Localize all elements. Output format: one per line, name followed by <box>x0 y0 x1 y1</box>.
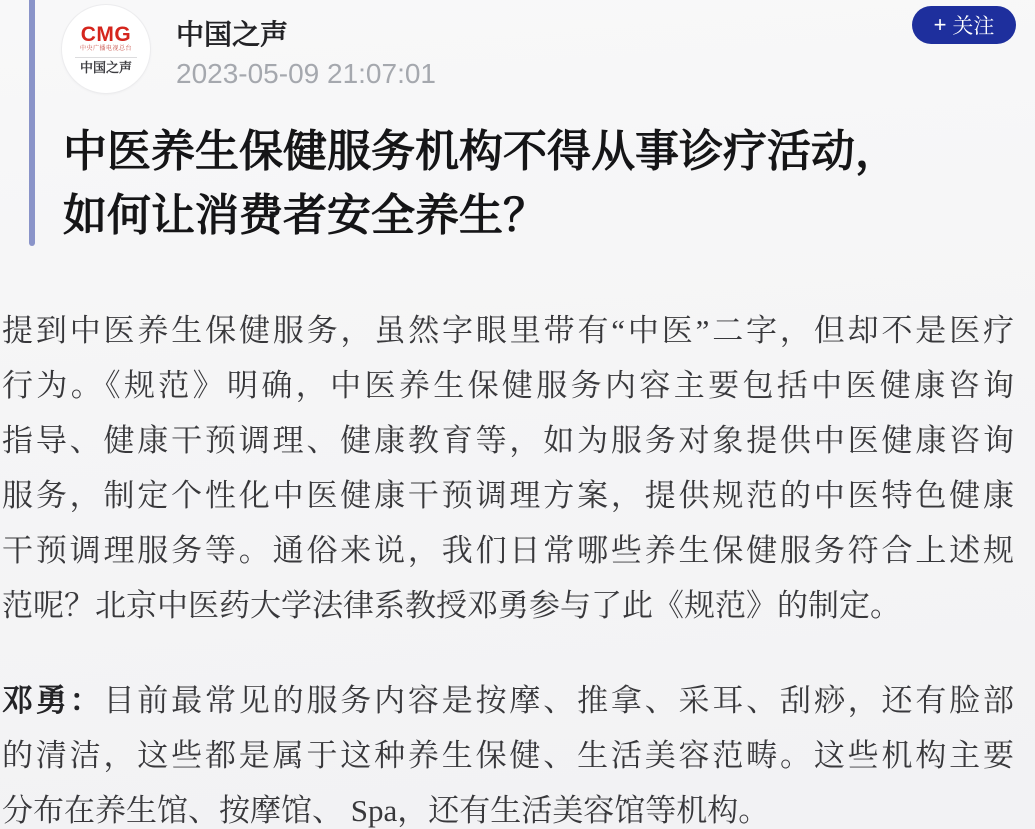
body-line: 服务，制定个性化中医健康干预调理方案，提供规范的中医特色健康 <box>2 478 1014 513</box>
body-line: 行为。《规范》明确，中医养生保健服务内容主要包括中医健康咨询 <box>2 368 1014 403</box>
follow-button-label: 关注 <box>952 15 995 38</box>
body-line-text: 目前最常见的服务内容是按摩、推拿、采耳、刮痧，还有脸部 <box>103 683 1014 718</box>
cmg-logo-subtext: 中央广播电视总台 <box>79 45 132 52</box>
article-title <box>63 120 993 248</box>
title-accent-bar <box>29 0 35 246</box>
body-line: 分布在养生馆、按摩馆、 Spa，还有生活美容馆等机构。 <box>2 793 770 828</box>
body-line: 提到中医养生保健服务，虽然字眼里带有“中医”二字，但却不是医疗 <box>2 313 1014 348</box>
publish-timestamp: 2023-05-09 21:07:01 <box>176 58 436 89</box>
body-line: 指导、健康干预调理、健康教育等，如为服务对象提供中医健康咨询 <box>2 423 1014 458</box>
body-line: 干预调理服务等。通俗来说，我们日常哪些养生保健服务符合上述规 <box>2 533 1014 568</box>
speaker-name: 邓勇： <box>2 683 104 718</box>
follow-button[interactable] <box>912 6 1016 44</box>
article-body <box>2 303 1014 829</box>
cmg-logo: CMG <box>80 22 132 46</box>
publisher-avatar[interactable] <box>62 5 150 93</box>
avatar-station-name: 中国之声 <box>79 59 132 75</box>
title-line: 中医养生保健服务机构不得从事诊疗活动， <box>63 127 899 176</box>
body-line: 的清洁，这些都是属于这种养生保健、生活美容范畴。这些机构主要 <box>2 738 1014 773</box>
publisher-name[interactable]: 中国之声 <box>176 19 289 50</box>
body-line <box>2 673 1014 728</box>
title-line: 如何让消费者安全养生？ <box>63 191 547 240</box>
paragraph-1 <box>2 303 1014 633</box>
avatar-divider <box>75 57 137 58</box>
paragraph-2 <box>2 673 1014 829</box>
body-line: 范呢？北京中医药大学法律系教授邓勇参与了此《规范》的制定。 <box>2 588 901 623</box>
plus-icon: + <box>933 12 947 37</box>
